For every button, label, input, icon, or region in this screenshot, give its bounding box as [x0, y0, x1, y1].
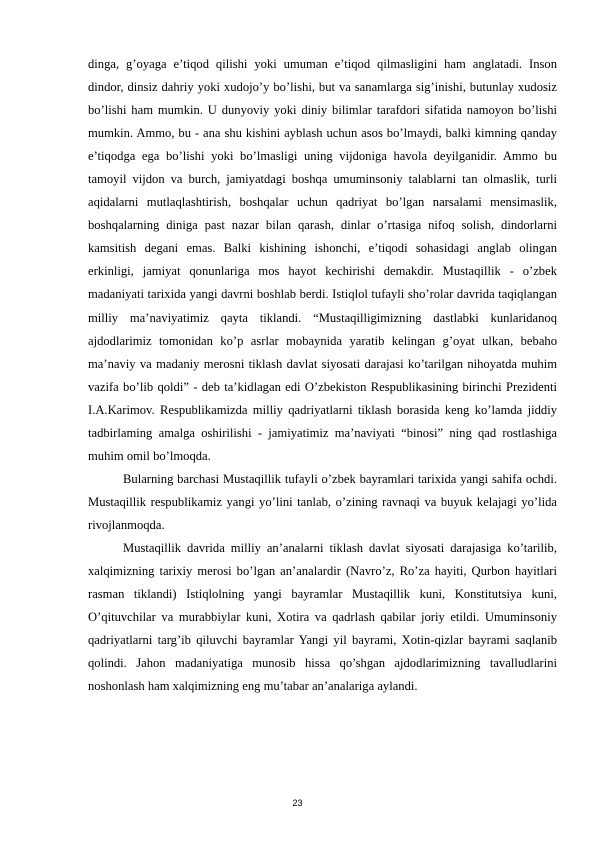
paragraph-continuation: dinga, g’oyaga e’tiqod qilishi yoki umuman e’tiqod qilmasligini ham anglatadi. Inson dindor, dinsiz dahriy yoki xudojo’y bo’lishi, but va sanamlarga sig’inishi, butunlay xudosiz bo’lishi ham mumkin. U dunyoviy yoki diniy bilimlar tarafdori sifatida namoyon bo’lishi mumkin. Ammo, bu - ana shu kishini ayblash uchun asos bo’lmaydi, balki kimning qanday e’tiqodga ega bo’lishi yoki bo’lmasligi uning vijdoniga havola deyilganidir. Ammo bu tamoyil vijdon va burch, jamiyatdagi boshqa umuminsoniy talablarni tan olmaslik, turli aqidalarni mutlaqlashtirish, boshqalar uchun qadriyat bo’lgan narsalami mensimaslik, boshqalarning diniga past nazar bilan qarash, dinlar o’rtasiga nifoq solish, dindorlarni kamsitish degani emas. Balki kishining ishonchi, e’tiqodi sohasidagi anglab olingan erkinligi, jamiyat qonunlariga mos hayot kechirishi demakdir. Mustaqillik - o’zbek madaniyati tarixida yangi davrni boshlab berdi. Istiqlol tufayli sho’rolar davrida taqiqlangan milliy ma’naviyatimiz qayta tiklandi. “Mustaqilligimizning dastlabki kunlaridanoq ajdodlarimiz tomonidan ko’p asrlar mobaynida yaratib kelingan g’oyat ulkan, bebaho ma’naviy va madaniy merosni tiklash davlat siyosati darajasi ko’tarilgan nihoyatda muhim vazifa bo’lib qoldi” - deb ta’kidlagan edi O’zbekiston Respublikasining birinchi Prezidenti I.A.Karimov. Respublikamizda milliy qadriyatlarni tiklash borasida keng ko’lamda jiddiy tadbirlaming amalga oshirilishi - jamiyatimiz ma’naviyati “binosi” ning qad rostlashiga muhim omil bo’lmoqda.: [88, 57, 557, 463]
body-text: [88, 53, 557, 698]
paragraph-mustaqillik-davrida: Mustaqillik davrida milliy an’analarni tiklash davlat siyosati darajasiga ko’tarilib, xalqimizning tarixiy merosi bo’lgan an’analardir (Navro’z, Ro’za hayiti, Qurbon hayitlari rasman tiklandi) Istiqlolning yangi bayramlar Mustaqillik kuni, Konstitutsiya kuni, O’qituvchilar va murabbiylar kuni, Xotira va qadrlash qabilar joriy etildi. Umuminsoniy qadriyatlarni targ’ib qiluvchi bayramlar Yangi yil bayrami, Xotin-qizlar bayrami saqlanib qolindi. Jahon madaniyatiga munosib hissa qo’shgan ajdodlarimizning tavalludlarini noshonlash ham xalqimizning eng mu’tabar an’analariga aylandi.: [88, 540, 557, 694]
paragraph-bayramlar: Bularning barchasi Mustaqillik tufayli o’zbek bayramlari tarixida yangi sahifa ochdi. Mustaqillik respublikamiz yangi yo’lini tanlab, o’zining ravnaqi va buyuk kelajagi yo’lida rivojlanmoqda.: [88, 471, 557, 532]
page-number: 23: [292, 798, 303, 808]
